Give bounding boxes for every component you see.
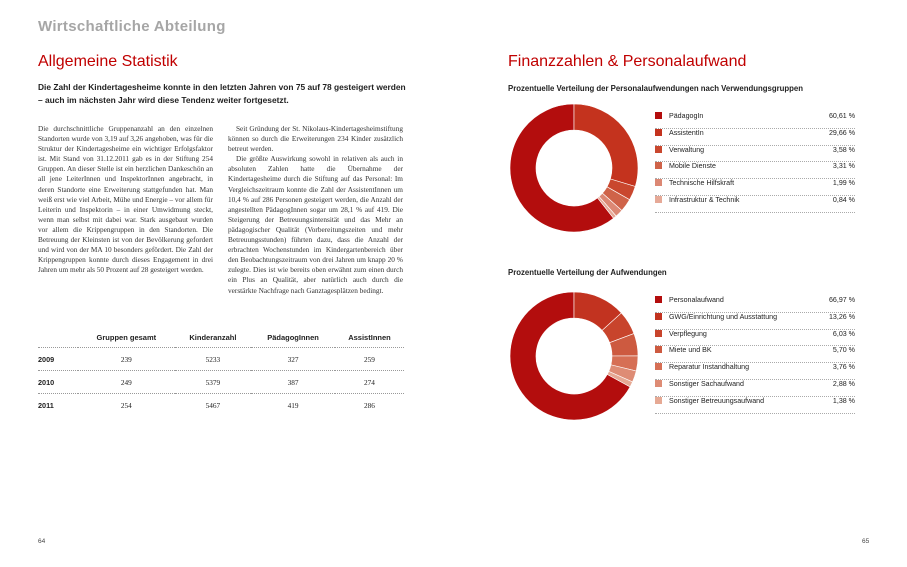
legend-value: 3,31 % xyxy=(832,162,855,171)
legend-label: Reparatur Instandhaltung xyxy=(669,363,750,372)
table-cell: 387 xyxy=(251,371,335,394)
legend-item xyxy=(655,397,855,414)
table-cell-year: 2011 xyxy=(38,394,78,417)
lead-paragraph: Die Zahl der Kindertagesheime konnte in den letzten Jahren von 75 auf 78 gesteigert werden – auch im nächsten Jahr wird diese Tendenz weiter fortgesetzt. xyxy=(38,82,406,105)
legend-item xyxy=(655,112,855,129)
chart-1-title: Prozentuelle Verteilung der Personalaufwendungen nach Verwendungsgruppen xyxy=(508,84,804,93)
heading-finance: Finanzzahlen & Personalaufwand xyxy=(508,53,747,70)
legend-value: 1,99 % xyxy=(832,179,855,188)
table-cell: 419 xyxy=(251,394,335,417)
legend-swatch xyxy=(655,346,662,353)
donut-chart-personnel xyxy=(508,102,640,234)
body-paragraph: Die durchschnittliche Gruppenanzahl an den einzelnen Standorten wurde von 3,19 auf 3,26 angehoben, was für die Struktur der Kindertagesheime ein wichtiger Erfolgsfaktor ist. Mit Stand von 31.12.2011 gab es in der Stiftung 254 Gruppen. An dieser Stelle ist ein herzlichen Dankeschön an all jene LeiterInnen und InspektorInnen angebracht, in deren Standorte eine Erweiterung stattgefunden hat. Man weiß erst wie viel Arbeit, Mühe und Energie – vor allem für Leiterin und Inspektorin – in einer Umwidmung steckt, wenn man selbst mit dabei war. Stark ausgebaut wurden vor allem die Krippengruppen in den Standorten. Die Betreuung der Kleinsten ist von der Bevölkerung gefordert und wird von der MA 10 besonders gefördert. Die Zahl der Krippengruppen konnte durch dieses Engagement in drei Jahren um mehr als 50 Prozent auf 28 gesteigert werden. xyxy=(38,124,213,275)
legend-swatch xyxy=(655,330,662,337)
legend-swatch xyxy=(655,146,662,153)
donut-chart-expenses xyxy=(508,290,640,422)
legend-item xyxy=(655,146,855,163)
legend-item xyxy=(655,330,855,347)
legend-item xyxy=(655,296,855,313)
table-cell: 286 xyxy=(335,394,404,417)
legend-swatch xyxy=(655,112,662,119)
table-row xyxy=(38,394,404,417)
legend-label: GWG/Einrichtung und Ausstattung xyxy=(669,312,778,321)
chart-1-legend xyxy=(655,112,855,213)
legend-swatch xyxy=(655,313,662,320)
legend-swatch xyxy=(655,363,662,370)
table-row xyxy=(38,371,404,394)
legend-item xyxy=(655,179,855,196)
legend-value: 2,88 % xyxy=(832,379,855,388)
table-cell: 5467 xyxy=(175,394,251,417)
table-cell: 249 xyxy=(78,371,175,394)
chart-2-legend xyxy=(655,296,855,414)
legend-value: 3,58 % xyxy=(832,145,855,154)
legend-swatch xyxy=(655,397,662,404)
legend-value: 29,66 % xyxy=(828,128,855,137)
legend-label: Mobile Dienste xyxy=(669,162,716,171)
legend-label: Verwaltung xyxy=(669,145,705,154)
table-header: Gruppen gesamt xyxy=(96,333,157,342)
table-cell: 327 xyxy=(251,348,335,371)
legend-item xyxy=(655,162,855,179)
body-paragraph: Die größte Auswirkung sowohl in relativen als auch in absoluten Zahlen hatte die Übernahme der Kindertagesheime durch die Stiftung auf das Personal: Im Vergleichszeitraum konnte die Zahl der AssistentInnen um 10,4 % auf 286 Personen gesteigert werden, die Anzahl der angestellten PädagogInnen sogar um 28,1 % auf 419. Die Steigerung der Betreuungsintensität und das Mehr an pädagogischer Qualität (Vorbereitungszeiten und mehr Betreuungsstunden) führten dazu, dass die Anzahl der erbrachten Wochenstunden im Kindergartenbereich über den Beobachtungszeitraum von drei Jahren um knapp 20 % zulegte. Dies ist wie bereits oben erwähnt zum einen durch ein Plus an Qualität, aber natürlich auch durch die verstärkte Nachfrage nach Ganztagesplätzen bedingt. xyxy=(228,154,403,295)
legend-label: Infrastruktur & Technik xyxy=(669,195,740,204)
table-cell: 239 xyxy=(78,348,175,371)
table-header: Kinderanzahl xyxy=(189,333,237,342)
legend-item xyxy=(655,363,855,380)
body-column-2 xyxy=(228,124,403,296)
legend-label: Technische Hilfskraft xyxy=(669,179,735,188)
body-paragraph: Seit Gründung der St. Nikolaus-Kindertagesheimstiftung können so durch die Erweiterungen 234 Kinder zusätzlich betreut werden. xyxy=(228,124,403,154)
legend-value: 1,38 % xyxy=(832,396,855,405)
section-title: Wirtschaftliche Abteilung xyxy=(38,18,226,35)
legend-item xyxy=(655,313,855,330)
legend-value: 5,70 % xyxy=(832,346,855,355)
legend-value: 13,26 % xyxy=(828,312,855,321)
legend-swatch xyxy=(655,179,662,186)
statistics-table xyxy=(38,333,404,416)
table-header: PädagogInnen xyxy=(267,333,319,342)
table-header-row xyxy=(38,333,404,348)
table-header xyxy=(38,333,78,348)
legend-item xyxy=(655,129,855,146)
legend-swatch xyxy=(655,296,662,303)
donut-slice-2 xyxy=(574,104,638,186)
legend-item xyxy=(655,346,855,363)
legend-label: Personalaufwand xyxy=(669,296,724,304)
legend-value: 6,03 % xyxy=(832,329,855,338)
table-cell-year: 2009 xyxy=(38,348,78,371)
table-header: AssistInnen xyxy=(348,333,391,342)
legend-value: 60,61 % xyxy=(828,112,855,120)
legend-label: Sonstiger Sachaufwand xyxy=(669,379,744,388)
table-cell: 254 xyxy=(78,394,175,417)
table-cell-year: 2010 xyxy=(38,371,78,394)
legend-value: 3,76 % xyxy=(832,363,855,372)
legend-item xyxy=(655,380,855,397)
table-row xyxy=(38,348,404,371)
body-column-1 xyxy=(38,124,213,275)
legend-swatch xyxy=(655,129,662,136)
table-cell: 259 xyxy=(335,348,404,371)
table-cell: 5379 xyxy=(175,371,251,394)
legend-swatch xyxy=(655,380,662,387)
legend-value: 0,84 % xyxy=(832,195,855,204)
legend-swatch xyxy=(655,162,662,169)
legend-swatch xyxy=(655,196,662,203)
table-cell: 5233 xyxy=(175,348,251,371)
page-number-left: 64 xyxy=(38,538,46,545)
legend-label: Sonstiger Betreuungsaufwand xyxy=(669,396,765,405)
legend-label: Verpflegung xyxy=(669,329,707,338)
heading-statistics: Allgemeine Statistik xyxy=(38,53,178,70)
legend-value: 66,97 % xyxy=(828,296,855,304)
legend-label: PädagogIn xyxy=(669,112,704,120)
legend-item xyxy=(655,196,855,213)
chart-2-title: Prozentuelle Verteilung der Aufwendungen xyxy=(508,268,667,277)
legend-label: AssistentIn xyxy=(669,128,704,137)
legend-label: Miete und BK xyxy=(669,346,712,355)
table-cell: 274 xyxy=(335,371,404,394)
page-number-right: 65 xyxy=(862,538,870,545)
